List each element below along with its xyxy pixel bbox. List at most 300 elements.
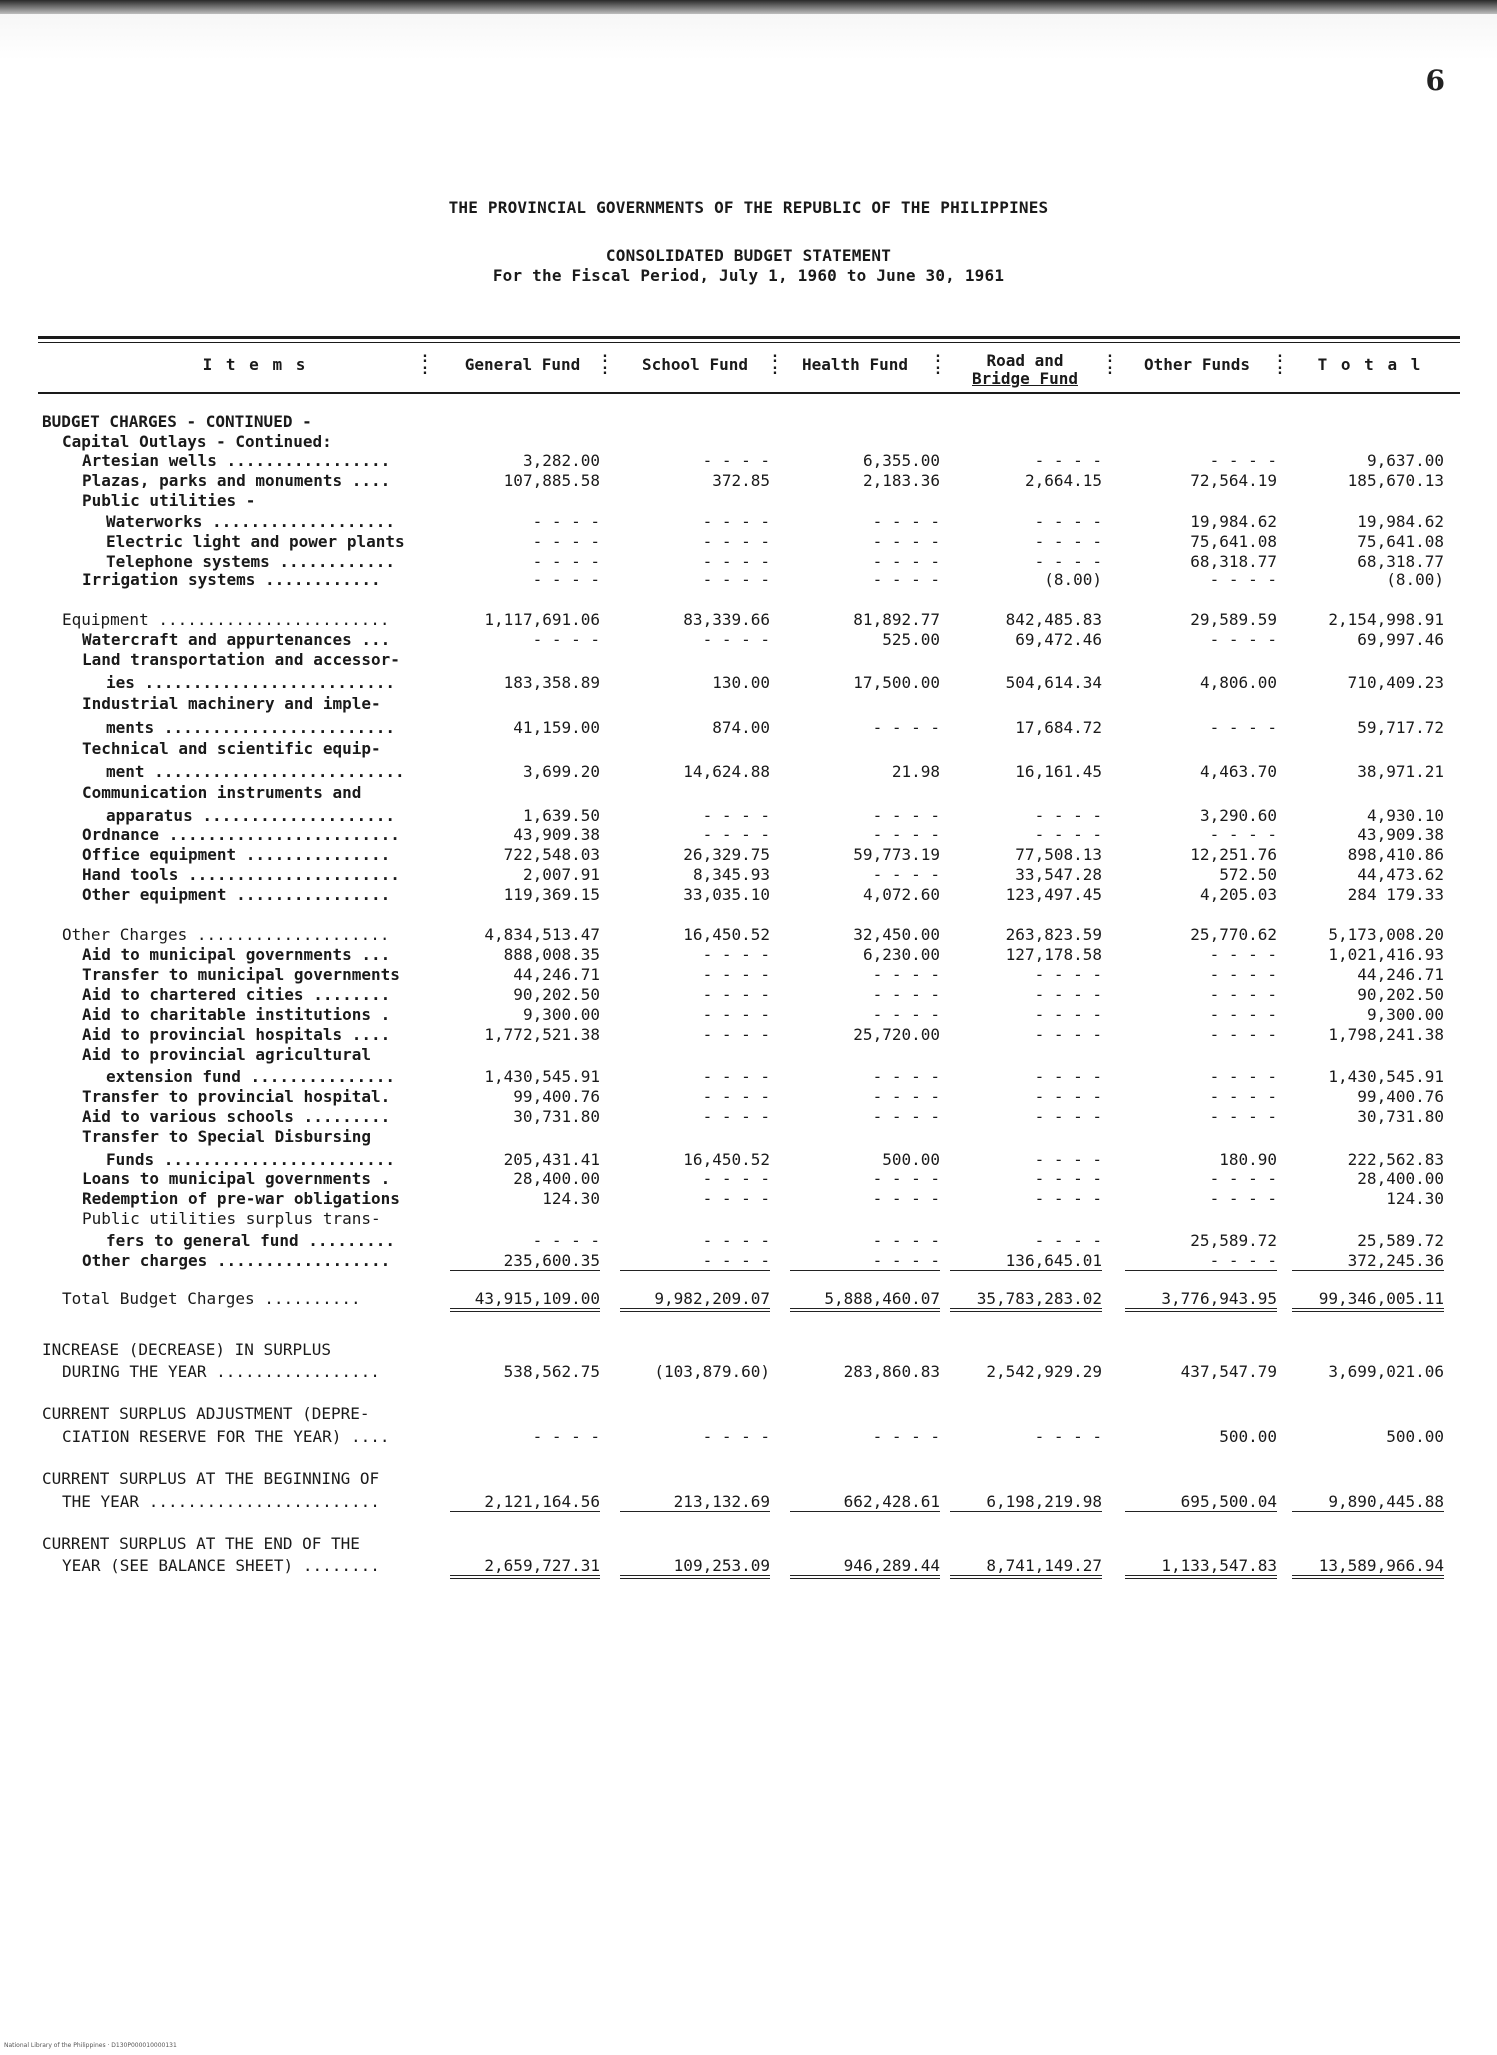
cell-school-fund: 213,132.69 <box>620 1492 770 1512</box>
table-row <box>0 1251 1497 1271</box>
cell-total: 69,997.46 <box>1357 630 1444 649</box>
cell-health-fund: 4,072.60 <box>862 885 940 904</box>
cell-road-bridge-fund: 842,485.83 <box>1005 610 1102 629</box>
row-label: Land transportation and accessor- <box>82 650 400 669</box>
cell-road-bridge-fund: - - - - <box>1034 965 1102 984</box>
header-separator: : : <box>1275 350 1285 378</box>
cell-road-bridge-fund: 2,542,929.29 <box>986 1362 1102 1381</box>
cell-general-fund: 9,300.00 <box>522 1005 600 1024</box>
cell-general-fund: 1,772,521.38 <box>484 1025 600 1044</box>
scan-edge-shadow <box>0 0 1497 14</box>
cell-other-funds: 695,500.04 <box>1125 1492 1277 1512</box>
cell-health-fund: - - - - <box>872 1107 940 1126</box>
cell-total: 500.00 <box>1386 1427 1444 1446</box>
cell-general-fund: 3,282.00 <box>522 451 600 470</box>
cell-general-fund: 43,915,109.00 <box>450 1289 600 1312</box>
row-label: ments ........................ <box>106 718 395 737</box>
cell-general-fund: 124.30 <box>542 1189 600 1208</box>
cell-health-fund: - - - - <box>872 1427 940 1446</box>
cell-total: 898,410.86 <box>1347 845 1444 864</box>
cell-total: 9,890,445.88 <box>1292 1492 1444 1512</box>
cell-other-funds: 25,589.72 <box>1190 1231 1277 1250</box>
cell-health-fund: - - - - <box>872 865 940 884</box>
cell-school-fund: - - - - <box>702 806 770 825</box>
table-row <box>0 965 1497 985</box>
table-row <box>0 718 1497 738</box>
cell-total: 13,589,966.94 <box>1292 1556 1444 1579</box>
cell-health-fund: - - - - <box>872 1189 940 1208</box>
cell-road-bridge-fund: - - - - <box>1034 1189 1102 1208</box>
cell-general-fund: 107,885.58 <box>503 471 600 490</box>
cell-other-funds: 72,564.19 <box>1190 471 1277 490</box>
row-label: CURRENT SURPLUS ADJUSTMENT (DEPRE- <box>42 1404 370 1423</box>
table-row <box>0 1087 1497 1107</box>
row-label: Transfer to Special Disbursing <box>82 1127 371 1146</box>
table-row <box>0 630 1497 650</box>
row-label: fers to general fund ......... <box>106 1231 395 1250</box>
cell-total: 1,430,545.91 <box>1328 1067 1444 1086</box>
cell-general-fund: 1,639.50 <box>522 806 600 825</box>
cell-health-fund: 2,183.36 <box>862 471 940 490</box>
table-row <box>0 845 1497 865</box>
table-row <box>0 1209 1497 1229</box>
cell-general-fund: - - - - <box>532 532 600 551</box>
cell-other-funds: 437,547.79 <box>1180 1362 1277 1381</box>
cell-other-funds: 572.50 <box>1219 865 1277 884</box>
row-label: Redemption of pre-war obligations <box>82 1189 400 1208</box>
cell-general-fund: 4,834,513.47 <box>484 925 600 944</box>
row-label: Communication instruments and <box>82 783 362 802</box>
row-label: Technical and scientific equip- <box>82 739 381 758</box>
cell-health-fund: 17,500.00 <box>853 673 940 692</box>
cell-school-fund: - - - - <box>702 1169 770 1188</box>
table-row <box>0 1427 1497 1447</box>
cell-school-fund: 130.00 <box>712 673 770 692</box>
row-label: ies .......................... <box>106 673 395 692</box>
cell-road-bridge-fund: - - - - <box>1034 985 1102 1004</box>
table-row <box>0 650 1497 670</box>
table-row <box>0 865 1497 885</box>
row-label: Public utilities - <box>82 491 256 510</box>
cell-health-fund: - - - - <box>872 1067 940 1086</box>
cell-general-fund: 43,909.38 <box>513 825 600 844</box>
cell-general-fund: 1,430,545.91 <box>484 1067 600 1086</box>
table-row <box>0 783 1497 803</box>
cell-total: 372,245.36 <box>1292 1251 1444 1271</box>
header-separator: : : <box>1105 350 1115 378</box>
header-separator: : : <box>420 350 430 378</box>
cell-health-fund: 500.00 <box>882 1150 940 1169</box>
cell-road-bridge-fund: 123,497.45 <box>1005 885 1102 904</box>
row-label: INCREASE (DECREASE) IN SURPLUS <box>42 1340 331 1359</box>
cell-total: 75,641.08 <box>1357 532 1444 551</box>
table-row <box>0 1534 1497 1554</box>
cell-other-funds: - - - - <box>1209 945 1277 964</box>
cell-road-bridge-fund: - - - - <box>1034 1150 1102 1169</box>
row-label: Transfer to municipal governments <box>82 965 400 984</box>
row-label: CIATION RESERVE FOR THE YEAR) .... <box>62 1427 390 1446</box>
cell-total: 68,318.77 <box>1357 552 1444 571</box>
cell-road-bridge-fund: 2,664.15 <box>1024 471 1102 490</box>
cell-road-bridge-fund: 16,161.45 <box>1015 762 1102 781</box>
cell-school-fund: - - - - <box>702 451 770 470</box>
cell-general-fund: 888,008.35 <box>503 945 600 964</box>
cell-health-fund: - - - - <box>872 1005 940 1024</box>
table-row <box>0 1556 1497 1576</box>
cell-health-fund: 6,355.00 <box>862 451 940 470</box>
cell-school-fund: - - - - <box>702 1005 770 1024</box>
table-row <box>0 1469 1497 1489</box>
cell-health-fund: - - - - <box>872 512 940 531</box>
cell-health-fund: - - - - <box>872 806 940 825</box>
table-row <box>0 552 1497 572</box>
cell-health-fund: - - - - <box>872 1169 940 1188</box>
cell-road-bridge-fund: - - - - <box>1034 1427 1102 1446</box>
table-row <box>0 412 1497 432</box>
row-label: Telephone systems ............ <box>106 552 395 571</box>
cell-health-fund: - - - - <box>872 985 940 1004</box>
cell-health-fund: 5,888,460.07 <box>790 1289 940 1312</box>
cell-road-bridge-fund: 8,741,149.27 <box>950 1556 1102 1579</box>
cell-road-bridge-fund: 69,472.46 <box>1015 630 1102 649</box>
cell-road-bridge-fund: 6,198,219.98 <box>950 1492 1102 1512</box>
table-row <box>0 532 1497 552</box>
table-top-rule <box>38 336 1460 339</box>
cell-school-fund: - - - - <box>702 965 770 984</box>
row-label: Public utilities surplus trans- <box>82 1209 381 1228</box>
table-row <box>0 885 1497 905</box>
cell-general-fund: 41,159.00 <box>513 718 600 737</box>
cell-school-fund: (103,879.60) <box>654 1362 770 1381</box>
cell-general-fund: 2,007.91 <box>522 865 600 884</box>
cell-road-bridge-fund: - - - - <box>1034 1005 1102 1024</box>
cell-other-funds: - - - - <box>1125 1251 1277 1271</box>
table-row <box>0 432 1497 452</box>
cell-other-funds: - - - - <box>1209 570 1277 589</box>
header-items: I t e m s <box>202 355 308 374</box>
cell-total: 19,984.62 <box>1357 512 1444 531</box>
table-row <box>0 1169 1497 1189</box>
table-row <box>0 945 1497 965</box>
cell-total: 9,637.00 <box>1366 451 1444 470</box>
cell-general-fund: 235,600.35 <box>450 1251 600 1271</box>
row-label: Aid to provincial hospitals .... <box>82 1025 391 1044</box>
cell-total: 25,589.72 <box>1357 1231 1444 1250</box>
cell-school-fund: - - - - <box>702 1087 770 1106</box>
header-total: T o t a l <box>1317 355 1423 374</box>
row-label: Loans to municipal governments . <box>82 1169 391 1188</box>
cell-general-fund: 1,117,691.06 <box>484 610 600 629</box>
row-label: Ordnance ........................ <box>82 825 400 844</box>
row-label: Funds ........................ <box>106 1150 395 1169</box>
cell-total: 38,971.21 <box>1357 762 1444 781</box>
table-row <box>0 762 1497 782</box>
cell-total: 124.30 <box>1386 1189 1444 1208</box>
cell-other-funds: - - - - <box>1209 630 1277 649</box>
cell-school-fund: 372.85 <box>712 471 770 490</box>
cell-total: 28,400.00 <box>1357 1169 1444 1188</box>
cell-school-fund: 874.00 <box>712 718 770 737</box>
cell-school-fund: 16,450.52 <box>683 925 770 944</box>
cell-health-fund: - - - - <box>872 1087 940 1106</box>
cell-road-bridge-fund: - - - - <box>1034 1067 1102 1086</box>
table-row <box>0 491 1497 511</box>
cell-road-bridge-fund: (8.00) <box>1044 570 1102 589</box>
table-row <box>0 1289 1497 1309</box>
row-label: Aid to various schools ......... <box>82 1107 391 1126</box>
cell-health-fund: 81,892.77 <box>853 610 940 629</box>
cell-road-bridge-fund: - - - - <box>1034 451 1102 470</box>
header-separator: : : <box>600 350 610 378</box>
cell-school-fund: - - - - <box>620 1251 770 1271</box>
table-row <box>0 673 1497 693</box>
cell-other-funds: 25,770.62 <box>1190 925 1277 944</box>
table-row <box>0 1045 1497 1065</box>
cell-other-funds: 3,776,943.95 <box>1125 1289 1277 1312</box>
table-row <box>0 1340 1497 1360</box>
cell-health-fund: - - - - <box>872 532 940 551</box>
cell-other-funds: 29,589.59 <box>1190 610 1277 629</box>
row-label: Watercraft and appurtenances ... <box>82 630 391 649</box>
row-label: ment .......................... <box>106 762 405 781</box>
cell-other-funds: 4,806.00 <box>1199 673 1277 692</box>
cell-health-fund: 59,773.19 <box>853 845 940 864</box>
cell-general-fund: 183,358.89 <box>503 673 600 692</box>
row-label: Hand tools ...................... <box>82 865 400 884</box>
header-separator: : : <box>933 350 943 378</box>
row-label: BUDGET CHARGES - CONTINUED - <box>42 412 312 431</box>
table-row <box>0 1404 1497 1424</box>
cell-road-bridge-fund: 504,614.34 <box>1005 673 1102 692</box>
cell-road-bridge-fund: 17,684.72 <box>1015 718 1102 737</box>
cell-road-bridge-fund: - - - - <box>1034 512 1102 531</box>
cell-health-fund: - - - - <box>872 552 940 571</box>
cell-school-fund: - - - - <box>702 532 770 551</box>
cell-road-bridge-fund: - - - - <box>1034 532 1102 551</box>
cell-road-bridge-fund: - - - - <box>1034 1025 1102 1044</box>
cell-other-funds: - - - - <box>1209 1067 1277 1086</box>
row-label: Transfer to provincial hospital. <box>82 1087 391 1106</box>
row-label: Other equipment ................ <box>82 885 391 904</box>
fiscal-period: For the Fiscal Period, July 1, 1960 to June 30, 1961 <box>492 266 1005 285</box>
cell-health-fund: - - - - <box>872 825 940 844</box>
cell-total: 4,930.10 <box>1366 806 1444 825</box>
cell-total: 1,021,416.93 <box>1328 945 1444 964</box>
row-label: YEAR (SEE BALANCE SHEET) ........ <box>62 1556 380 1575</box>
cell-total: 710,409.23 <box>1347 673 1444 692</box>
cell-other-funds: - - - - <box>1209 965 1277 984</box>
table-row <box>0 739 1497 759</box>
cell-total: 44,246.71 <box>1357 965 1444 984</box>
table-row <box>0 925 1497 945</box>
row-label: Equipment ........................ <box>62 610 390 629</box>
cell-road-bridge-fund: 127,178.58 <box>1005 945 1102 964</box>
cell-school-fund: 33,035.10 <box>683 885 770 904</box>
row-label: Total Budget Charges .......... <box>62 1289 361 1308</box>
cell-general-fund: 205,431.41 <box>503 1150 600 1169</box>
cell-road-bridge-fund: - - - - <box>1034 1231 1102 1250</box>
cell-other-funds: - - - - <box>1209 1025 1277 1044</box>
cell-total: 284 179.33 <box>1347 885 1444 904</box>
cell-other-funds: - - - - <box>1209 1169 1277 1188</box>
cell-other-funds: 180.90 <box>1219 1150 1277 1169</box>
cell-other-funds: 4,463.70 <box>1199 762 1277 781</box>
table-row <box>0 1189 1497 1209</box>
cell-other-funds: - - - - <box>1209 718 1277 737</box>
header-other-funds: Other Funds <box>1144 355 1250 374</box>
cell-school-fund: 83,339.66 <box>683 610 770 629</box>
row-label: Capital Outlays - Continued: <box>62 432 332 451</box>
cell-school-fund: - - - - <box>702 1189 770 1208</box>
cell-total: 5,173,008.20 <box>1328 925 1444 944</box>
cell-total: 30,731.80 <box>1357 1107 1444 1126</box>
cell-road-bridge-fund: 136,645.01 <box>950 1251 1102 1271</box>
cell-health-fund: - - - - <box>872 718 940 737</box>
table-top-rule-thin <box>38 342 1460 343</box>
row-label: apparatus .................... <box>106 806 395 825</box>
cell-general-fund: - - - - <box>532 512 600 531</box>
table-row <box>0 1492 1497 1512</box>
cell-other-funds: - - - - <box>1209 825 1277 844</box>
cell-general-fund: - - - - <box>532 1427 600 1446</box>
table-row <box>0 451 1497 471</box>
cell-total: 1,798,241.38 <box>1328 1025 1444 1044</box>
cell-school-fund: - - - - <box>702 1107 770 1126</box>
cell-general-fund: 538,562.75 <box>503 1362 600 1381</box>
cell-general-fund: 3,699.20 <box>522 762 600 781</box>
header-road-line2: Bridge Fund <box>972 369 1078 388</box>
cell-general-fund: 44,246.71 <box>513 965 600 984</box>
cell-general-fund: 30,731.80 <box>513 1107 600 1126</box>
table-row <box>0 1067 1497 1087</box>
row-label: Other Charges .................... <box>62 925 390 944</box>
page-number: 6 <box>1425 64 1445 97</box>
document-subtitle: CONSOLIDATED BUDGET STATEMENT <box>605 246 892 265</box>
cell-general-fund: - - - - <box>532 1231 600 1250</box>
cell-general-fund: - - - - <box>532 570 600 589</box>
cell-health-fund: 32,450.00 <box>853 925 940 944</box>
header-school-fund: School Fund <box>642 355 748 374</box>
cell-health-fund: - - - - <box>872 570 940 589</box>
cell-total: 90,202.50 <box>1357 985 1444 1004</box>
cell-other-funds: 1,133,547.83 <box>1125 1556 1277 1579</box>
cell-school-fund: 9,982,209.07 <box>620 1289 770 1312</box>
cell-school-fund: - - - - <box>702 552 770 571</box>
cell-general-fund: 119,369.15 <box>503 885 600 904</box>
header-road-line1: Road and <box>986 351 1064 370</box>
document-title: THE PROVINCIAL GOVERNMENTS OF THE REPUBLIC OF THE PHILIPPINES <box>448 198 1049 217</box>
table-row <box>0 610 1497 630</box>
table-row <box>0 471 1497 491</box>
cell-other-funds: 12,251.76 <box>1190 845 1277 864</box>
cell-total: 222,562.83 <box>1347 1150 1444 1169</box>
cell-total: 2,154,998.91 <box>1328 610 1444 629</box>
row-label: Electric light and power plants <box>106 532 405 551</box>
row-label: Aid to municipal governments ... <box>82 945 391 964</box>
scan-footer: National Library of the Philippines · D130P000010000131 <box>4 2042 177 2049</box>
row-label: CURRENT SURPLUS AT THE END OF THE <box>42 1534 360 1553</box>
row-label: Aid to provincial agricultural <box>82 1045 371 1064</box>
cell-general-fund: 722,548.03 <box>503 845 600 864</box>
table-row <box>0 1127 1497 1147</box>
table-row <box>0 1005 1497 1025</box>
cell-school-fund: - - - - <box>702 1427 770 1446</box>
cell-general-fund: 28,400.00 <box>513 1169 600 1188</box>
cell-health-fund: 525.00 <box>882 630 940 649</box>
cell-total: 43,909.38 <box>1357 825 1444 844</box>
cell-school-fund: - - - - <box>702 825 770 844</box>
cell-school-fund: - - - - <box>702 1067 770 1086</box>
row-label: Aid to charitable institutions . <box>82 1005 391 1024</box>
cell-school-fund: - - - - <box>702 945 770 964</box>
header-general-fund: General Fund <box>464 355 581 374</box>
header-bottom-rule <box>38 392 1460 394</box>
table-row <box>0 1362 1497 1382</box>
cell-school-fund: 26,329.75 <box>683 845 770 864</box>
cell-health-fund: - - - - <box>872 1231 940 1250</box>
cell-road-bridge-fund: - - - - <box>1034 1107 1102 1126</box>
cell-other-funds: - - - - <box>1209 1107 1277 1126</box>
table-row <box>0 806 1497 826</box>
cell-health-fund: 6,230.00 <box>862 945 940 964</box>
table-row <box>0 1025 1497 1045</box>
cell-total: 44,473.62 <box>1357 865 1444 884</box>
cell-total: 99,400.76 <box>1357 1087 1444 1106</box>
cell-total: 99,346,005.11 <box>1292 1289 1444 1312</box>
cell-other-funds: 3,290.60 <box>1199 806 1277 825</box>
cell-other-funds: 68,318.77 <box>1190 552 1277 571</box>
cell-other-funds: - - - - <box>1209 1189 1277 1208</box>
cell-road-bridge-fund: 33,547.28 <box>1015 865 1102 884</box>
table-row <box>0 825 1497 845</box>
table-row <box>0 512 1497 532</box>
cell-other-funds: 75,641.08 <box>1190 532 1277 551</box>
cell-health-fund: - - - - <box>872 965 940 984</box>
cell-road-bridge-fund: - - - - <box>1034 1169 1102 1188</box>
header-road-bridge-fund <box>950 352 1100 388</box>
cell-school-fund: 14,624.88 <box>683 762 770 781</box>
cell-general-fund: 2,121,164.56 <box>450 1492 600 1512</box>
row-label: Industrial machinery and imple- <box>82 694 381 713</box>
cell-road-bridge-fund: - - - - <box>1034 1087 1102 1106</box>
row-label: Irrigation systems ............ <box>82 570 381 589</box>
cell-general-fund: 99,400.76 <box>513 1087 600 1106</box>
row-label: Other charges .................. <box>82 1251 391 1270</box>
row-label: Office equipment ............... <box>82 845 391 864</box>
table-row <box>0 694 1497 714</box>
cell-school-fund: - - - - <box>702 630 770 649</box>
cell-road-bridge-fund: 35,783,283.02 <box>950 1289 1102 1312</box>
cell-other-funds: 500.00 <box>1219 1427 1277 1446</box>
cell-health-fund: 662,428.61 <box>790 1492 940 1512</box>
row-label: DURING THE YEAR ................. <box>62 1362 380 1381</box>
cell-school-fund: - - - - <box>702 1025 770 1044</box>
cell-road-bridge-fund: - - - - <box>1034 806 1102 825</box>
table-row <box>0 570 1497 590</box>
cell-general-fund: 90,202.50 <box>513 985 600 1004</box>
cell-general-fund: - - - - <box>532 630 600 649</box>
cell-total: 185,670.13 <box>1347 471 1444 490</box>
cell-school-fund: - - - - <box>702 570 770 589</box>
row-label: Plazas, parks and monuments .... <box>82 471 391 490</box>
row-label: Artesian wells ................. <box>82 451 391 470</box>
row-label: THE YEAR ........................ <box>62 1492 380 1511</box>
table-row <box>0 1150 1497 1170</box>
table-row <box>0 1231 1497 1251</box>
row-label: Waterworks ................... <box>106 512 395 531</box>
cell-other-funds: 19,984.62 <box>1190 512 1277 531</box>
cell-school-fund: - - - - <box>702 1231 770 1250</box>
